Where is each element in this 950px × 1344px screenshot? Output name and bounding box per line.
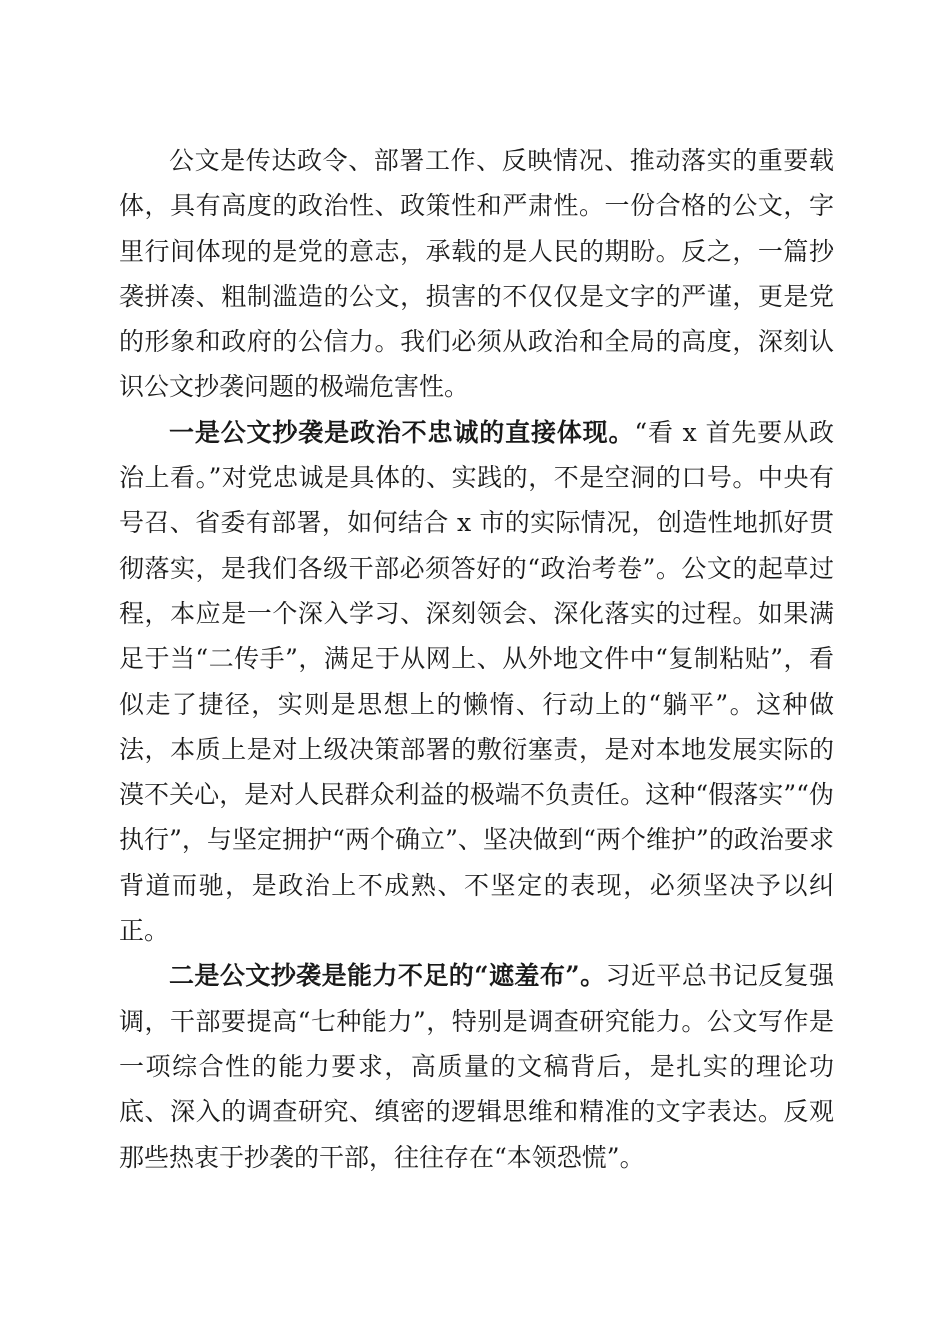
section-1-heading: 一是公文抄袭是政治不忠诚的直接体现。 [169,417,635,447]
document-body [119,138,834,1180]
intro-text: 公文是传达政令、部署工作、反映情况、推动落实的重要载体，具有高度的政治性、政策性和严肃性。一份合格的公文，字里行间体现的是党的意志，承载的是人民的期盼。反之，一篇抄袭拼凑、粗制滥造的公文，损害的不仅仅是文字的严谨，更是党的形象和政府的公信力。我们必须从政治和全局的高度，深刻认识公文抄袭问题的极端危害性。 [119,146,834,402]
section-paragraph-1 [119,410,834,954]
intro-paragraph [119,138,834,410]
section-2-heading: 二是公文抄袭是能力不足的“遮羞布”。 [169,961,606,991]
section-1-text: “看 x 首先要从政治上看。”对党忠诚是具体的、实践的，不是空洞的口号。中央有号召、省委有部署，如何结合 x 市的实际情况，创造性地抓好贯彻落实，是我们各级干部必须答好的“政治考卷”。公文的起草过程，本应是一个深入学习、深刻领会、深化落实的过程。如果满足于当“二传手”，满足于从网上、从外地文件中“复制粘贴”，看似走了捷径，实则是思想上的懒惰、行动上的“躺平”。这种做法，本质上是对上级决策部署的敷衍塞责，是对本地发展实际的漠不关心，是对人民群众利益的极端不负责任。这种“假落实”“伪执行”，与坚定拥护“两个确立”、坚决做到“两个维护”的政治要求背道而驰，是政治上不成熟、不坚定的表现，必须坚决予以纠正。 [119,417,834,946]
section-paragraph-2 [119,953,834,1179]
section-2-text: 习近平总书记反复强调，干部要提高“七种能力”，特别是调查研究能力。公文写作是一项综合性的能力要求，高质量的文稿背后，是扎实的理论功底、深入的调查研究、缜密的逻辑思维和精准的文字表达。反观那些热衷于抄袭的干部，往往存在“本领恐慌”。 [119,961,834,1172]
